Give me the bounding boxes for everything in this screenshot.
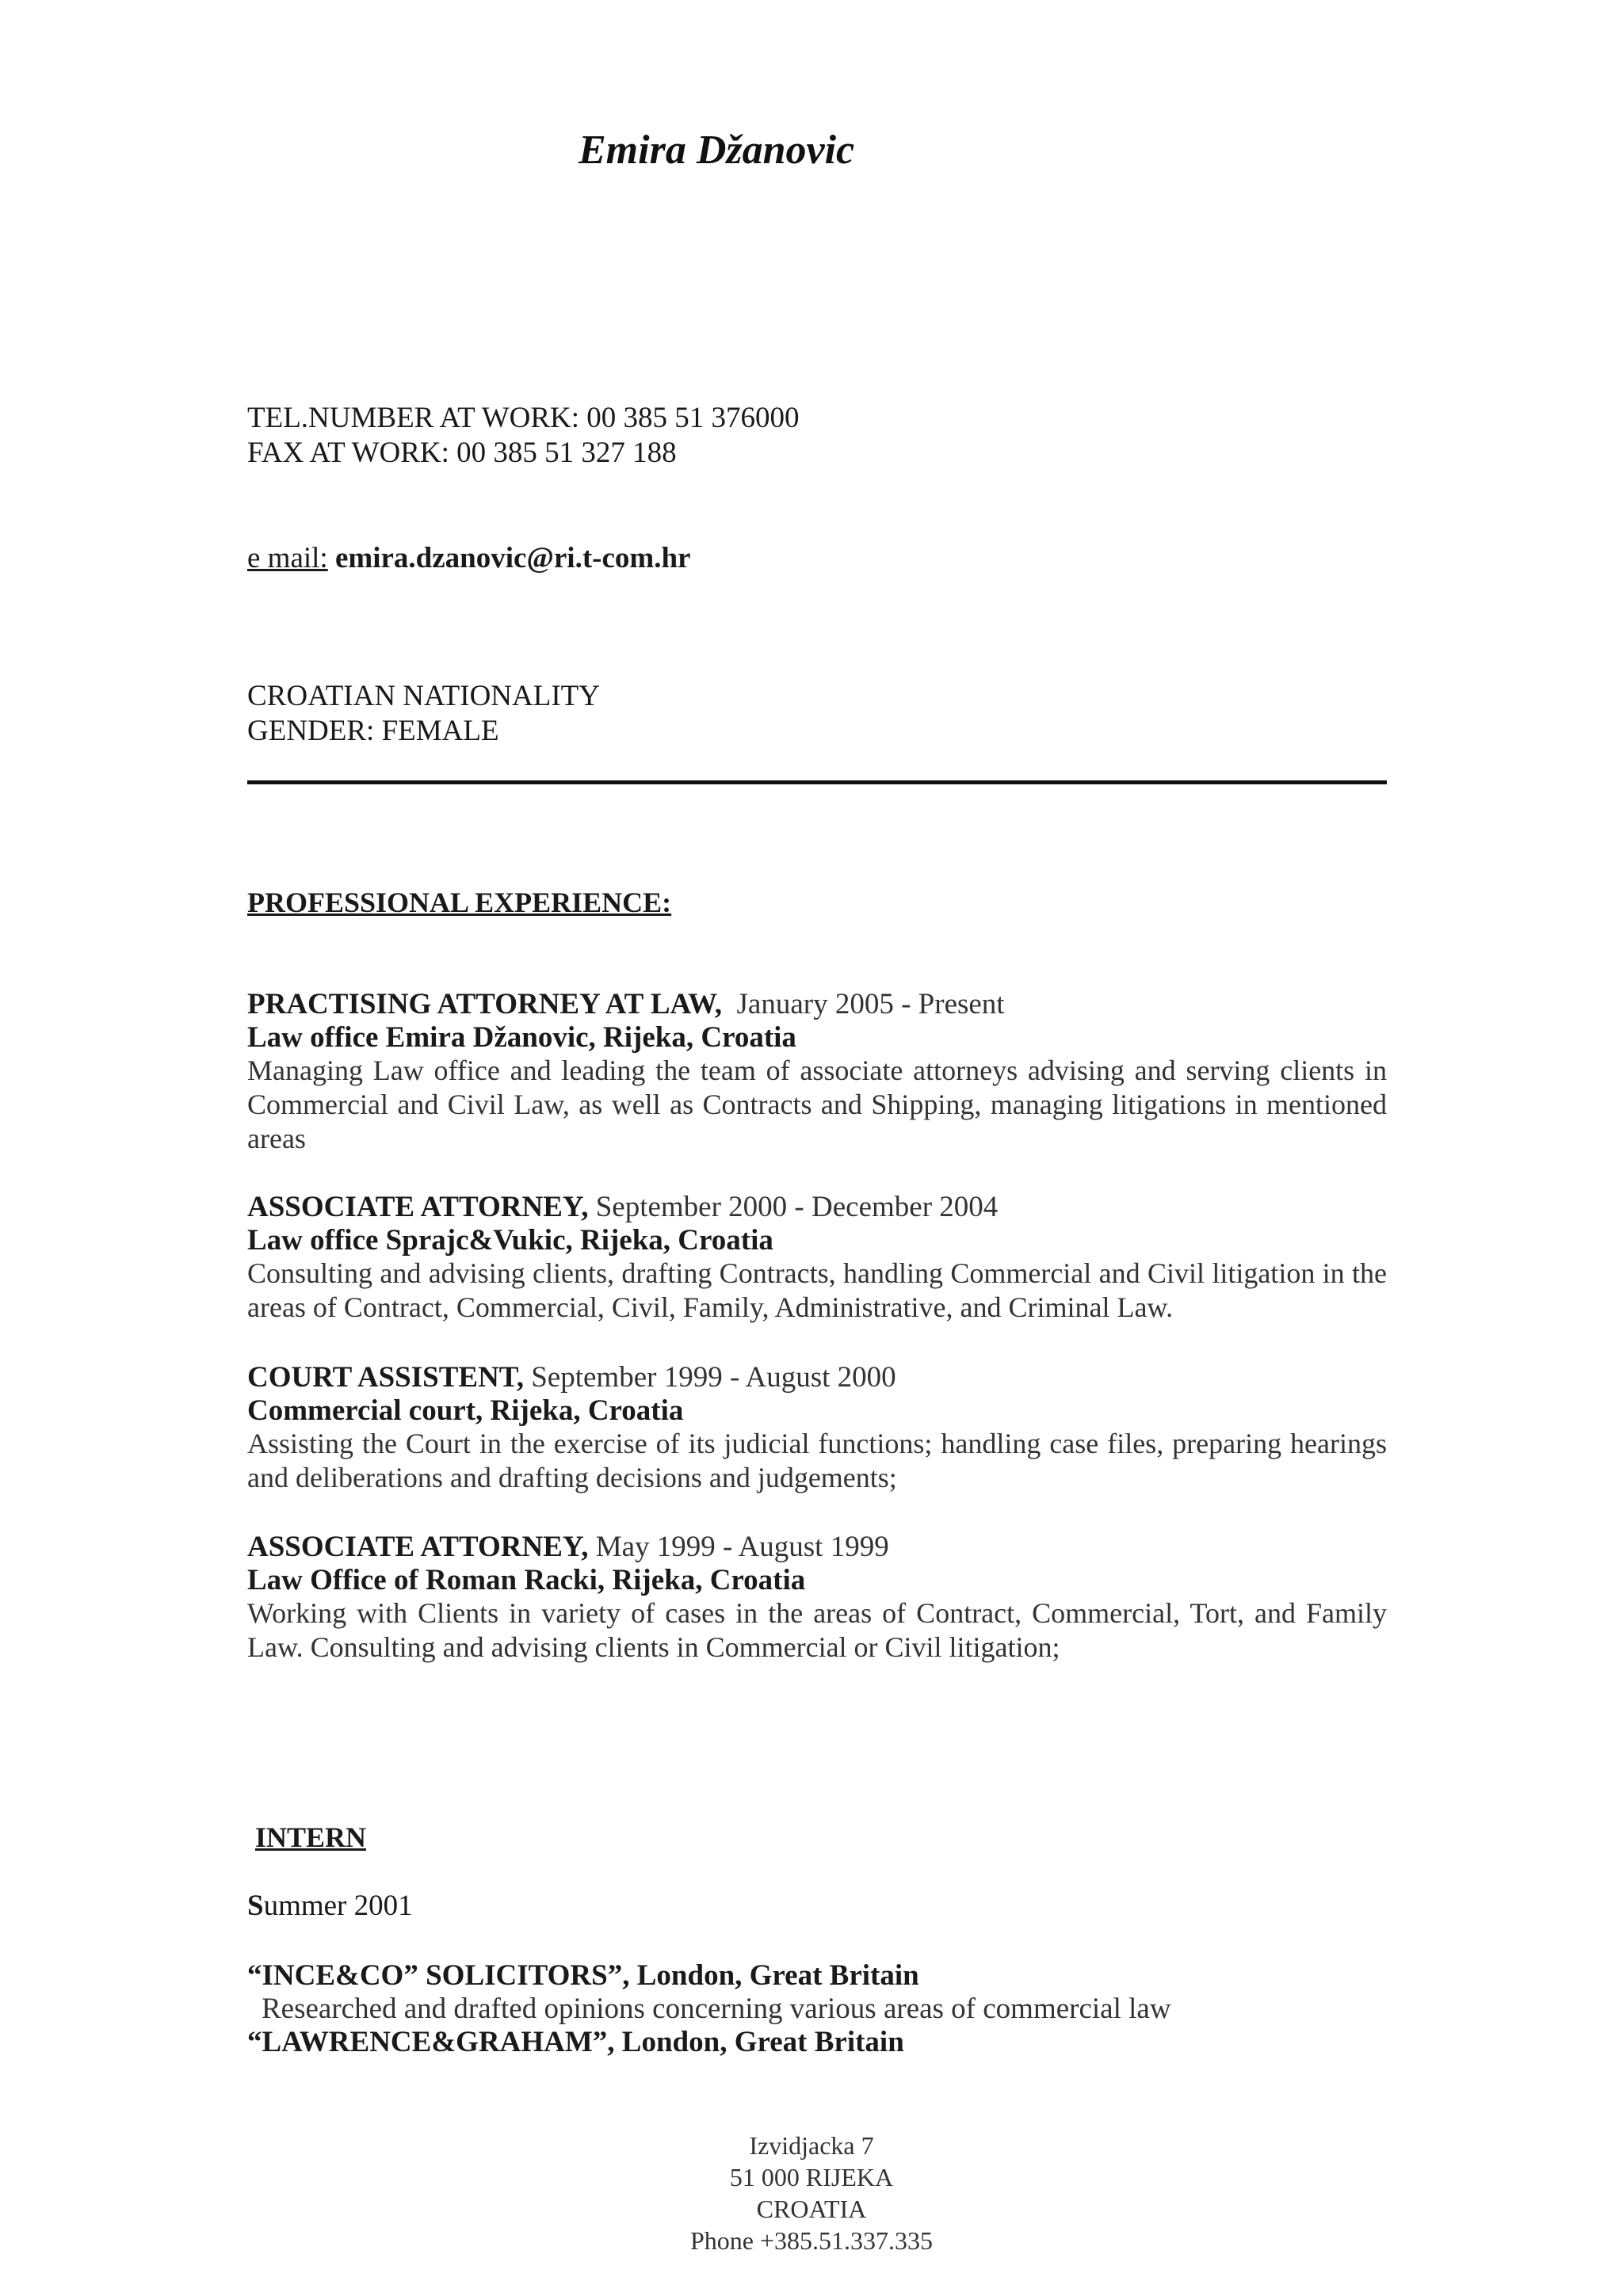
gender: GENDER: FEMALE: [247, 715, 499, 747]
job-title: PRACTISING ATTORNEY AT LAW,: [247, 988, 723, 1020]
email-label: e mail:: [247, 542, 328, 574]
job-organization: Law Office of Roman Racki, Rijeka, Croatia: [247, 1564, 806, 1596]
email-address[interactable]: emira.dzanovic@ri.t-com.hr: [334, 542, 691, 574]
job-entry-title: [247, 1190, 998, 1225]
footer-street: Izvidjacka 7: [749, 2131, 874, 2160]
work-fax: FAX AT WORK: 00 385 51 327 188: [247, 437, 677, 469]
intern-period-initial: S: [247, 1890, 264, 1922]
intern-period: [247, 1889, 413, 1924]
footer-phone: Phone +385.51.337.335: [689, 2226, 934, 2255]
job-dates: May 1999 - August 1999: [595, 1531, 889, 1563]
experience-heading: PROFESSIONAL EXPERIENCE:: [247, 887, 672, 918]
job-dates: January 2005 - Present: [736, 988, 1005, 1020]
job-title: COURT ASSISTENT,: [247, 1361, 524, 1394]
applicant-name: Emira Džanovic: [579, 128, 855, 173]
intern-firm-description: Researched and drafted opinions concerning various areas of commercial law: [262, 1993, 1171, 2025]
intern-firm: “INCE&CO” SOLICITORS”, London, Great Britain: [247, 1959, 919, 1992]
job-organization: Commercial court, Rijeka, Croatia: [247, 1394, 684, 1427]
job-description: Consulting and advising clients, drafting Contracts, handling Commercial and Civil litigation in the areas of Contract, Commercial, Civil, Family, Administrative, and Criminal Law.: [247, 1257, 1387, 1323]
job-dates: September 1999 - August 2000: [531, 1361, 896, 1394]
nationality: CROATIAN NATIONALITY: [247, 680, 600, 712]
job-description: Working with Clients in variety of cases in the areas of Contract, Commercial, Tort, and Family Law. Consulting and advising clients in Commercial or Civil litigation;: [247, 1597, 1387, 1663]
section-divider: [247, 780, 1387, 784]
intern-heading: INTERN: [255, 1821, 367, 1853]
footer-address: [0, 2130, 1623, 2256]
job-description: Managing Law office and leading the team of associate attorneys advising and serving clients in Commercial and Civil Law, as well as Contracts and Shipping, managing litigations in mentioned areas: [247, 1055, 1387, 1154]
footer-city: 51 000 RIJEKA: [729, 2163, 894, 2191]
intern-period-rest: ummer 2001: [263, 1890, 413, 1922]
job-title: ASSOCIATE ATTORNEY,: [247, 1531, 589, 1563]
footer-country: CROATIA: [756, 2195, 867, 2223]
job-entry-title: [247, 1530, 889, 1565]
email-line: [247, 541, 690, 576]
job-organization: Law office Sprajc&Vukic, Rijeka, Croatia: [247, 1224, 773, 1257]
job-entry-title: [247, 1360, 896, 1395]
job-title: ASSOCIATE ATTORNEY,: [247, 1191, 589, 1223]
intern-firm: “LAWRENCE&GRAHAM”, London, Great Britain: [247, 2026, 904, 2058]
work-phone: TEL.NUMBER AT WORK: 00 385 51 376000: [247, 402, 800, 434]
job-organization: Law office Emira Džanovic, Rijeka, Croatia: [247, 1021, 796, 1054]
job-entry-title: [247, 987, 1005, 1022]
job-dates: September 2000 - December 2004: [595, 1191, 999, 1223]
job-description: Assisting the Court in the exercise of its judicial functions; handling case files, preparing hearings and deliberations and drafting decisions and judgements;: [247, 1428, 1387, 1493]
